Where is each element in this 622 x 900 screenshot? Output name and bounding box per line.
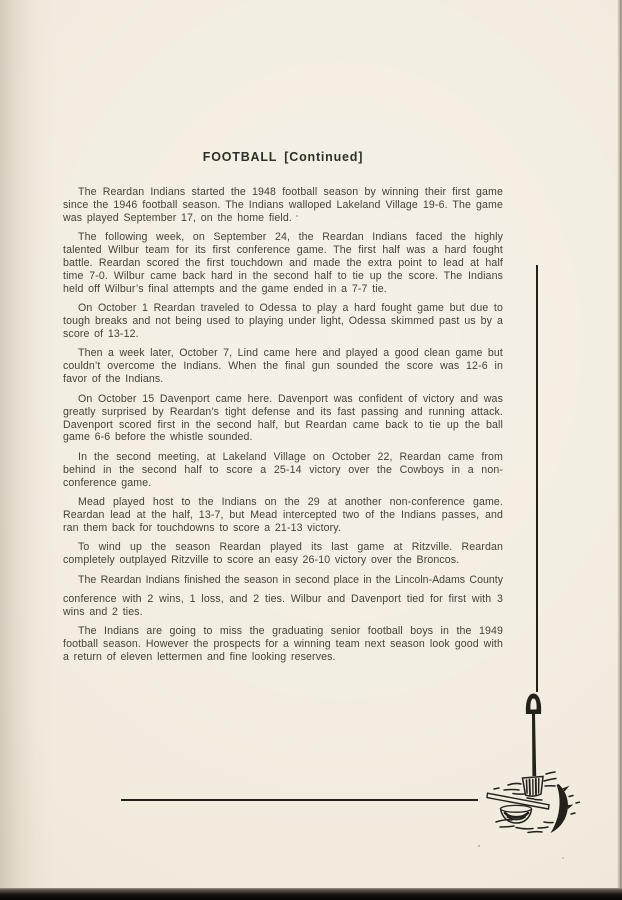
article-paragraph: The Reardan Indians started the 1948 football season by winning their first game since the 1946 football season. The Indians walloped Lakeland Village 19-6. The game was played September 17, on the home field. [63,186,503,224]
article-paragraph: conference with 2 wins, 1 loss, and 2 ties. Wilbur and Davenport tied for first with 3 wins and 2 ties. [63,592,503,618]
shovel-icon [523,694,544,797]
page-left-shadow [0,0,54,888]
divider-horizontal-rule [121,799,478,801]
page-bottom-edge [0,888,622,900]
article-body [63,186,503,664]
page-right-edge [617,0,622,890]
article-paragraph: In the second meeting, at Lakeland Village on October 22, Reardan came from behind in the second half to score a 25-14 victory over the Cowboys in a non-conference game. [63,450,503,489]
article-paragraph: To wind up the season Reardan played its last game at Ritzville. Reardan completely outplayed Ritzville to score an easy 26-10 victory over the Broncos. [63,541,503,567]
article-paragraph: The Indians are going to miss the graduating senior football boys in the 1949 football season. However the prospects for a winning team next season look good with a return of eleven lettermen and fine looking reserves. [63,625,503,664]
article-paragraph: The following week, on September 24, the Reardan Indians faced the highly talented Wilbur team for its first conference game. The first half was a hard fought battle. Reardan scored the first touchdown and made the extra point to lead at half time 7-0. Wilbur came back hard in the second half to tie up the score. The Indians held off Wilbur’s final attempts and the game ended in a 7-7 tie. [63,231,503,295]
article-paragraph: Then a week later, October 7, Lind came here and played a good clean game but couldn’t overcome the Indians. When the final gun sounded the score was 12-6 in favor of the Indians. [63,347,503,386]
paper-speck [562,857,564,859]
article-paragraph: Mead played host to the Indians on the 29 at another non-conference game. Reardan lead at the half, 13-7, but Mead intercepted two of the Indians passes, and ran them back for touchdowns to score a 21-13 victory. [63,496,503,534]
paper-speck [296,215,298,217]
divider-vertical-rule [536,265,538,692]
shovel-pick-pan-illustration [470,686,590,848]
article-paragraph: On October 1 Reardan traveled to Odessa to play a hard fought game but due to tough breaks and not being used to playing under light, Odessa skimmed past us by a score of 13-12. [63,302,503,341]
football-article [63,150,503,671]
article-paragraph: On October 15 Davenport came here. Davenport was confident of victory and was greatly surprised by Reardan’s tight defense and its fast passing and running attack. Davenport scored first in the second half, but Reardan came back to tie up the ball game 6-6 before the whistle sounded. [63,392,503,444]
paper-speck [478,845,480,847]
page-title: FOOTBALL [Continued] [202,150,364,164]
article-paragraph: The Reardan Indians finished the season in second place in the Lincoln-Adams County [78,573,503,586]
